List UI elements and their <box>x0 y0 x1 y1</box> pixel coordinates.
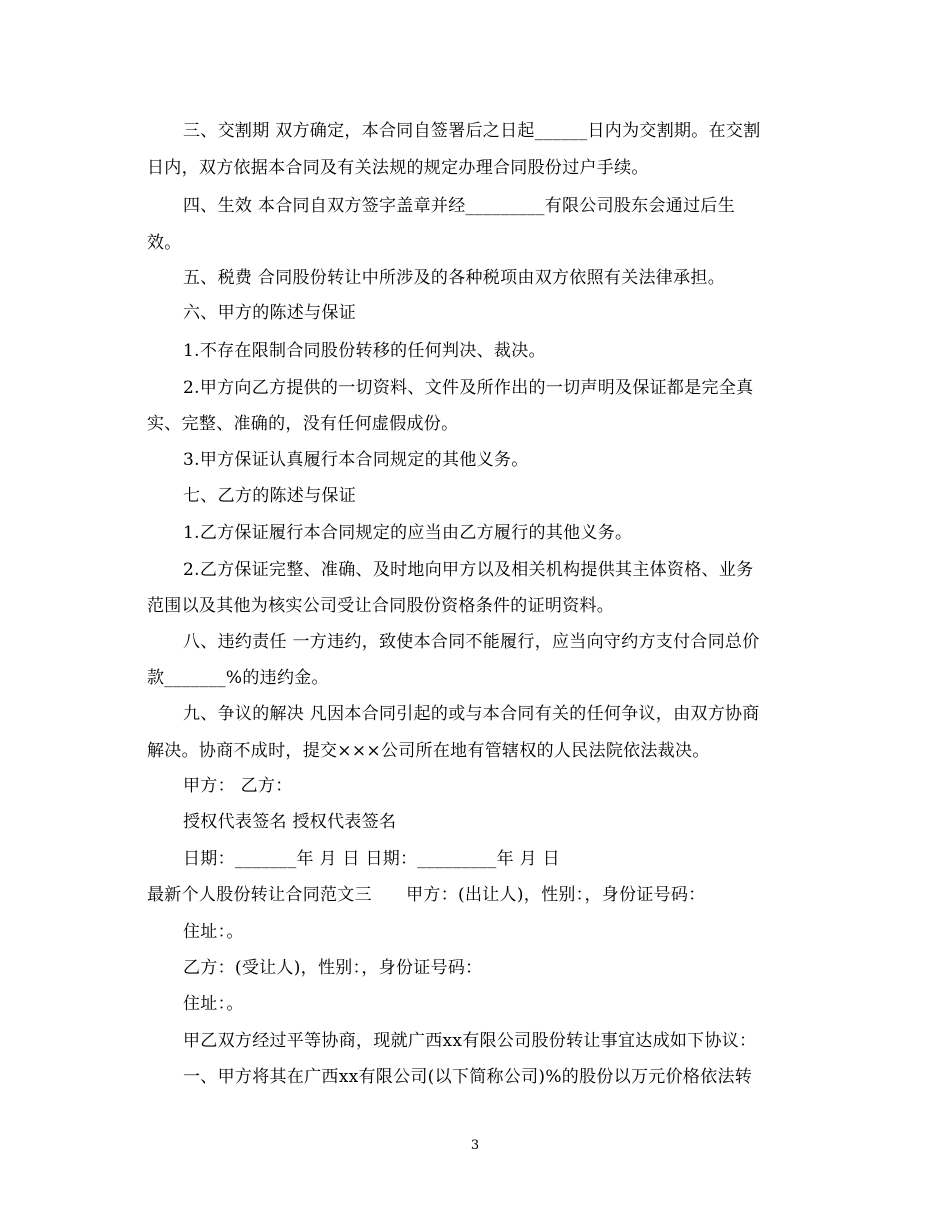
text-line: 五、税费 合同股份转让中所涉及的各种税项由双方依照有关法律承担。 <box>183 268 726 288</box>
text-line: 乙方：(受让人)，性别：，身份证号码： <box>183 958 483 978</box>
text-line: 住址：。 <box>183 922 244 942</box>
section-heading: 七、乙方的陈述与保证 <box>183 486 356 506</box>
text-line: 2.乙方保证完整、准确、及时地向甲方以及相关机构提供其主体资格、业务 <box>183 560 754 580</box>
page-number: 3 <box>470 1138 480 1153</box>
text-line: 款_______%的违约金。 <box>147 668 329 688</box>
text-line: 九、争议的解决 凡因本合同引起的或与本合同有关的任何争议，由双方协商 <box>183 704 760 724</box>
text-line: 范围以及其他为核实公司受让合同股份资格条件的证明资料。 <box>147 596 615 616</box>
section-heading: 六、甲方的陈述与保证 <box>183 303 356 323</box>
text-line: 解决。协商不成时，提交×××公司所在地有管辖权的人民法院依法裁决。 <box>147 741 710 761</box>
text-line: 实、完整、准确的，没有任何虚假成份。 <box>147 414 459 434</box>
signature-parties: 甲方： 乙方： <box>183 776 293 796</box>
text-line: 2.甲方向乙方提供的一切资料、文件及所作出的一切声明及保证都是完全真 <box>183 378 754 398</box>
text-line: 三、交割期 双方确定，本合同自签署后之日起______日内为交割期。在交割 <box>183 121 761 141</box>
text-line: 3.甲方保证认真履行本合同规定的其他义务。 <box>183 450 529 470</box>
text-line: 日内，双方依据本合同及有关法规的规定办理合同股份过户手续。 <box>147 158 649 178</box>
text-line: 住址：。 <box>183 994 244 1014</box>
signature-dates: 日期：_______年 月 日 日期：_________年 月 日 <box>183 849 560 869</box>
text-line: 1.乙方保证履行本合同规定的应当由乙方履行的其他义务。 <box>183 523 633 543</box>
text-line: 四、生效 本合同自双方签字盖章并经_________有限公司股东会通过后生 <box>183 196 736 216</box>
signature-labels: 授权代表签名 授权代表签名 <box>183 812 397 832</box>
text-line: 一、甲方将其在广西xx有限公司(以下简称公司)%的股份以万元价格依法转 <box>183 1067 753 1087</box>
text-line: 1.不存在限制合同股份转移的任何判决、裁决。 <box>183 341 546 361</box>
text-line: 八、违约责任 一方违约，致使本合同不能履行，应当向守约方支付合同总价 <box>183 632 760 652</box>
text-line: 甲乙双方经过平等协商，现就广西xx有限公司股份转让事宜达成如下协议： <box>183 1031 757 1051</box>
document-title-line: 最新个人股份转让合同范文三 甲方：(出让人)，性别：，身份证号码： <box>147 885 706 905</box>
text-line: 效。 <box>147 233 182 253</box>
